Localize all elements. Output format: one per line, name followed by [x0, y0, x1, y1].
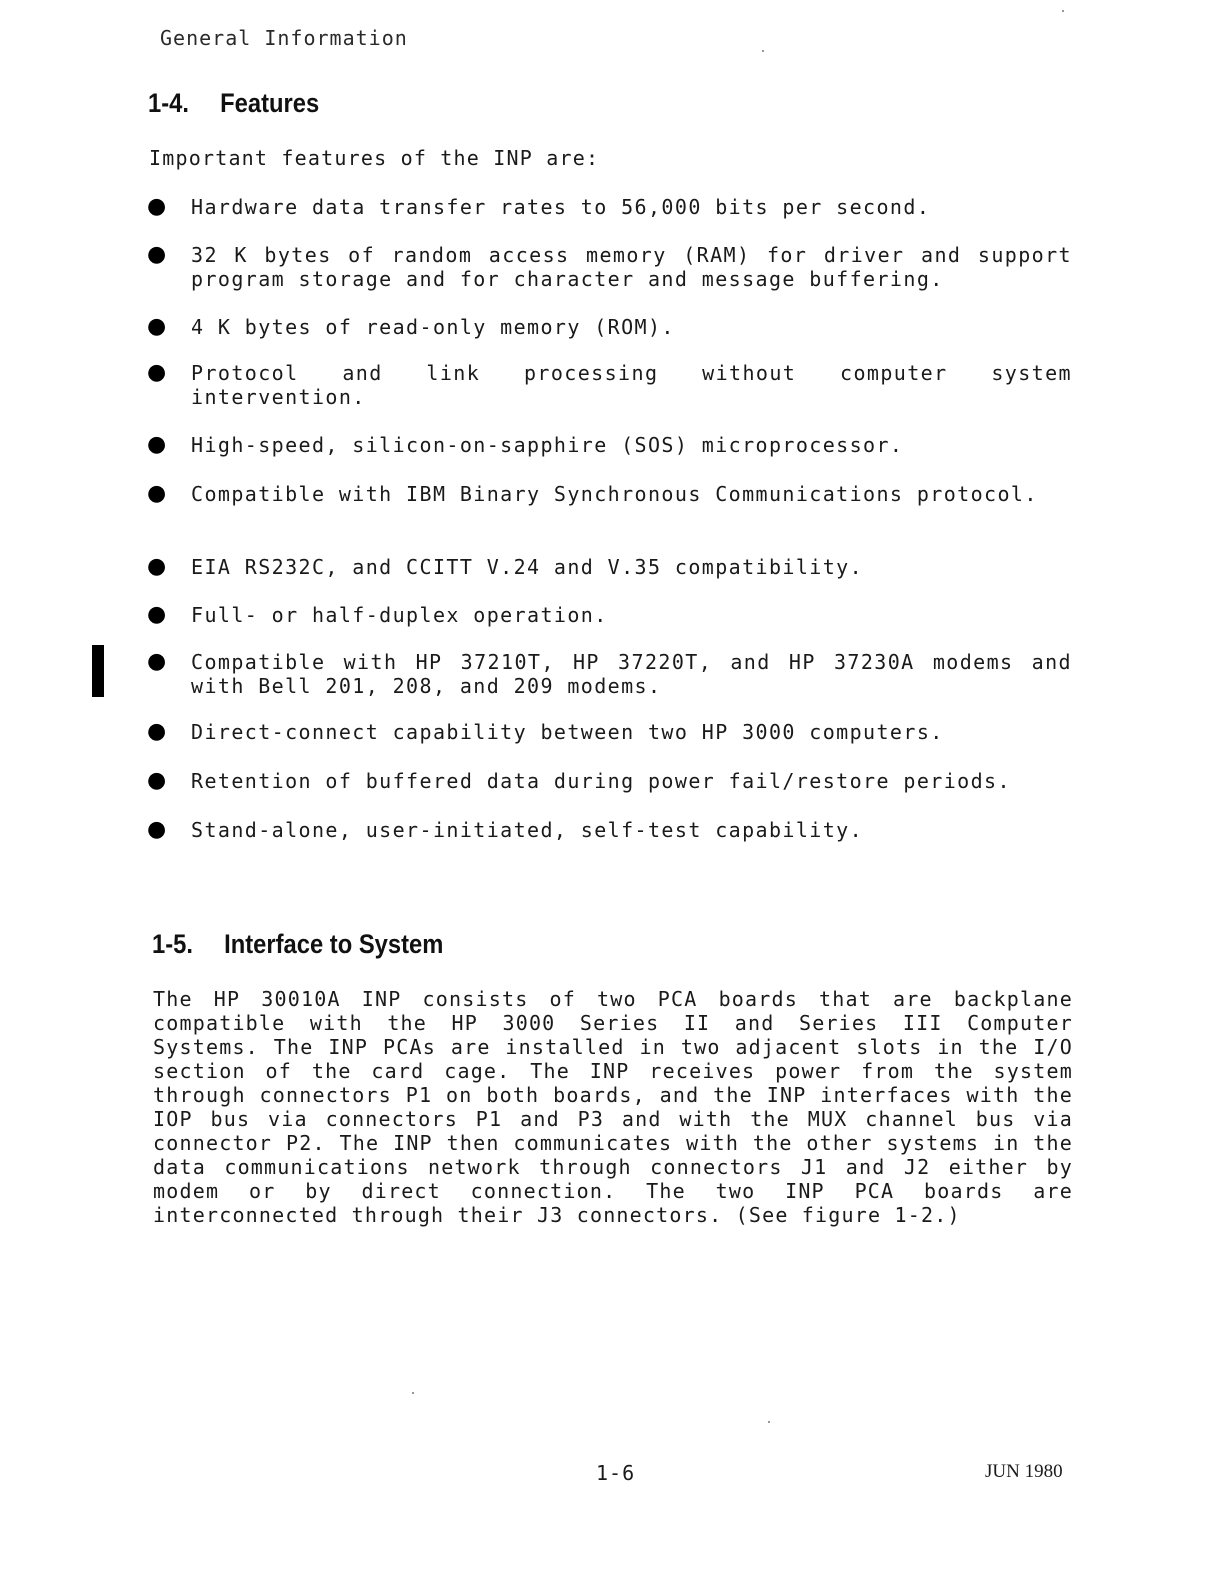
feature-item	[147, 315, 1072, 339]
bullet-icon: ●	[147, 242, 167, 267]
page-date: JUN 1980	[985, 1461, 1063, 1482]
feature-item	[147, 720, 1072, 744]
feature-item	[147, 818, 1072, 842]
feature-text: Hardware data transfer rates to 56,000 bits per second.	[191, 195, 931, 219]
features-intro: Important features of the INP are:	[149, 146, 600, 170]
bullet-icon: ●	[147, 554, 167, 579]
feature-item	[147, 195, 1072, 219]
bullet-icon: ●	[147, 768, 167, 793]
bullet-icon: ●	[147, 314, 167, 339]
feature-item	[147, 555, 1072, 579]
bullet-icon: ●	[147, 649, 167, 674]
page-number: 1-6	[596, 1461, 636, 1485]
section-title: Interface to System	[224, 929, 444, 959]
section-heading-interface	[152, 929, 443, 960]
bullet-icon: ●	[147, 481, 167, 506]
bullet-icon: ●	[147, 719, 167, 744]
feature-item	[147, 361, 1072, 409]
section-heading-features	[148, 88, 319, 119]
feature-item	[147, 603, 1072, 627]
scan-speck	[762, 50, 764, 52]
change-bar	[92, 645, 104, 697]
running-head: General Information	[160, 26, 408, 50]
feature-text: Protocol and link processing without computer system intervention.	[191, 361, 1072, 409]
bullet-icon: ●	[147, 817, 167, 842]
section-title: Features	[220, 88, 320, 118]
scan-speck	[412, 1392, 414, 1394]
feature-text: Compatible with HP 37210T, HP 37220T, and HP 37230A modems and with Bell 201, 208, and 209 modems.	[191, 650, 1072, 698]
feature-text: EIA RS232C, and CCITT V.24 and V.35 compatibility.	[191, 555, 864, 579]
bullet-icon: ●	[147, 602, 167, 627]
bullet-icon: ●	[147, 432, 167, 457]
bullet-icon: ●	[147, 194, 167, 219]
bullet-icon: ●	[147, 360, 167, 385]
section-number: 1-5.	[152, 929, 193, 959]
interface-paragraph: The HP 30010A INP consists of two PCA boards that are backplane compatible with the HP 3000 Series II and Series III Computer Systems. The INP PCAs are installed in two adjacent slots in the I/O section of the card cage. The INP receives power from the system through connectors P1 on both boards, and the INP interfaces with the IOP bus via connectors P1 and P3 and with the MUX channel bus via connector P2. The INP then communicates with the other systems in the data communications network through connectors J1 and J2 either by modem or by direct connection. The two INP PCA boards are interconnected through their J3 connectors. (See figure 1-2.)	[153, 987, 1073, 1227]
feature-text: Direct-connect capability between two HP 3000 computers.	[191, 720, 944, 744]
feature-item	[147, 433, 1072, 457]
scan-speck	[1062, 10, 1064, 12]
feature-text: 32 K bytes of random access memory (RAM) for driver and support program storage and for character and message buffering.	[191, 243, 1072, 291]
feature-text: Full- or half-duplex operation.	[191, 603, 608, 627]
feature-text: Retention of buffered data during power fail/restore periods.	[191, 769, 1011, 793]
feature-text: 4 K bytes of read-only memory (ROM).	[191, 315, 675, 339]
section-number: 1-4.	[148, 88, 189, 118]
feature-text: Compatible with IBM Binary Synchronous Communications protocol.	[191, 482, 1038, 506]
scan-speck	[768, 1421, 770, 1423]
feature-item	[147, 769, 1072, 793]
feature-text: High-speed, silicon-on-sapphire (SOS) microprocessor.	[191, 433, 904, 457]
feature-item	[147, 243, 1072, 291]
feature-item	[147, 482, 1072, 506]
feature-item	[147, 650, 1072, 698]
feature-text: Stand-alone, user-initiated, self-test capability.	[191, 818, 864, 842]
